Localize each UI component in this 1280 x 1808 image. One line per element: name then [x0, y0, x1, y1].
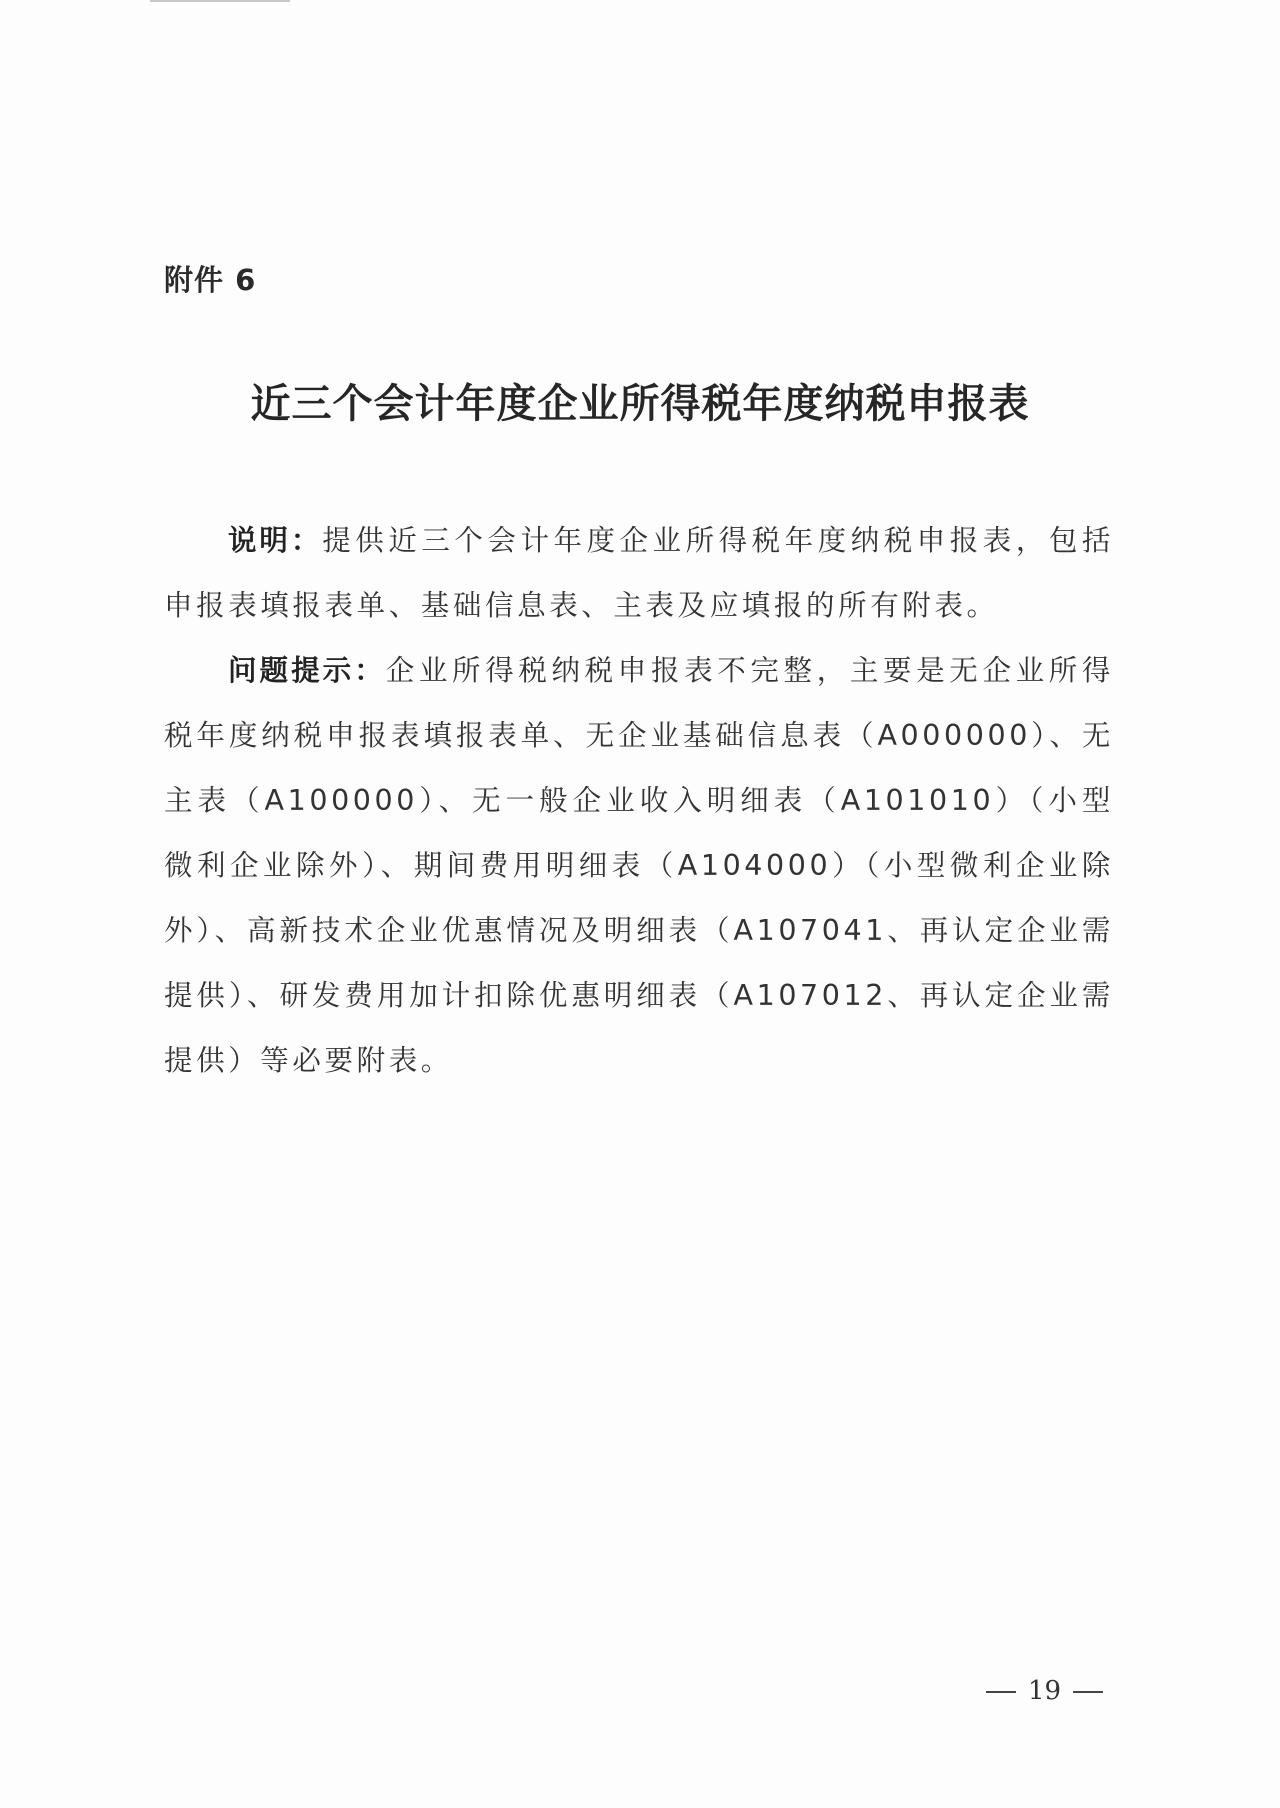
page-number-wrap: [974, 1676, 1115, 1706]
attachment-label: 附件 6: [164, 263, 257, 297]
page-number: 19: [1028, 1676, 1062, 1706]
document-title: 近三个会计年度企业所得税年度纳税申报表: [250, 380, 1030, 427]
note-lead: 说明：: [228, 524, 323, 557]
scan-edge-line: [150, 0, 290, 2]
document-body: [164, 508, 1114, 1093]
note-paragraph: [164, 508, 1114, 638]
note-text: 提供近三个会计年度企业所得税年度纳税申报表，包括申报表填报表单、基础信息表、主表及应填报的所有附表。: [164, 524, 1114, 622]
issue-text: 企业所得税纳税申报表不完整，主要是无企业所得税年度纳税申报表填报表单、无企业基础信息表（A000000）、无主表（A100000）、无一般企业收入明细表（A101010）（小型微利企业除外）、期间费用明细表（A104000）（小型微利企业除外）、高新技术企业优惠情况及明细表（A107041、再认定企业需提供）、研发费用加计扣除优惠明细表（A107012、再认定企业需提供）等必要附表。: [164, 654, 1114, 1077]
dash-left: [986, 1691, 1016, 1693]
issue-paragraph: [164, 638, 1114, 1093]
dash-right: [1073, 1691, 1103, 1693]
issue-lead: 问题提示：: [228, 654, 386, 687]
